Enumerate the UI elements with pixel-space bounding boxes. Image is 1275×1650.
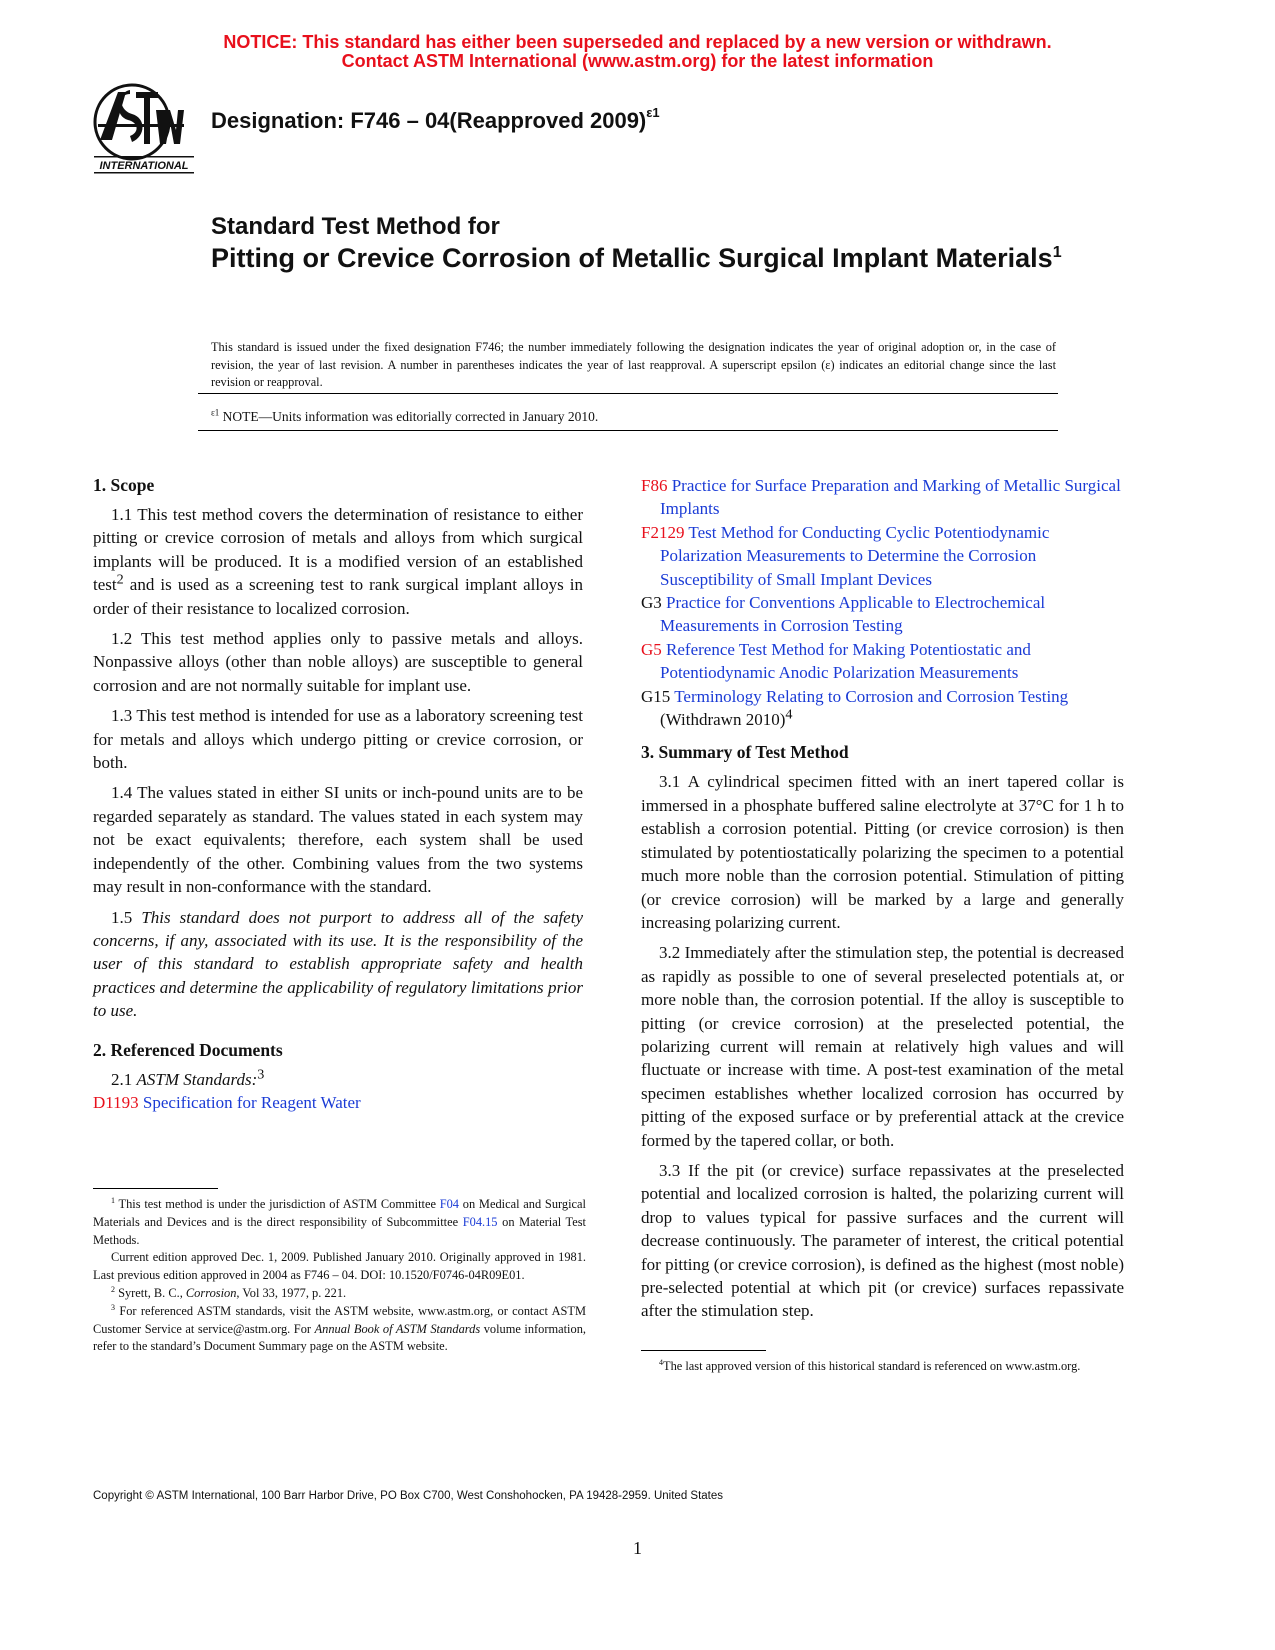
editorial-note-superscript: ε1: [211, 407, 220, 418]
footnote-2-text-a: Syrett, B. C.,: [115, 1285, 186, 1300]
footnote-1-edition: Current edition approved Dec. 1, 2009. Published January 2010. Originally approved in 1981. Last previous edition approved in 2004 as F746 – 04. DOI: 10.1520/F0746-04R09E01.: [93, 1250, 586, 1283]
paragraph-3-3: 3.3 If the pit (or crevice) surface repassivates at the preselected potential and localized corrosion is halted, the polarizing current will drop to values typical for passive surfaces and the current will decrease continuously. The parameter of interest, the critical potential for pitting (or crevice corrosion), is defined as the highest (most noble) pre-selected potential at which pit (or crevice) surfaces repassivate after the stimulation step.: [641, 1160, 1124, 1321]
reference-g15[interactable]: [641, 685, 1124, 732]
page-number: 1: [633, 1538, 642, 1558]
reference-link[interactable]: Terminology Relating to Corrosion and Corrosion Testing: [674, 686, 1069, 706]
footnote-2: [93, 1285, 586, 1303]
footnote-4-number: 4: [659, 1357, 663, 1367]
footnote-3-text-a: For referenced ASTM standards, visit the ASTM website, www.astm.org, or contact ASTM Customer Service at service@astm.org. For: [93, 1303, 586, 1336]
paragraph-1-4: 1.4 The values stated in either SI units or inch-pound units are to be regarded separately as standard. The values stated in each system may not be exact equivalents; therefore, each system shall be used independently of the other. Combining values from the two systems may result in non-conformance with the standard.: [93, 783, 583, 897]
editorial-note: [211, 409, 598, 425]
designation-text: Designation: F746 – 04(Reapproved 2009): [211, 108, 647, 133]
footnote-3: [93, 1303, 586, 1356]
paragraph-1-5-text: This standard does not purport to address all of the safety concerns, if any, associated with its use. It is the responsibility of the user of this standard to establish appropriate safety and health practices and determine the applicability of regulatory limitations prior to use.: [93, 907, 583, 1021]
footnote-ref-3[interactable]: 3: [257, 1065, 265, 1082]
section-summary-heading: 3. Summary of Test Method: [641, 742, 849, 763]
reference-code: G3: [641, 593, 662, 613]
footnote-1-text-b: on Medical and Surgical Materials and Devices and is the direct responsibility of Subcommittee: [93, 1197, 586, 1229]
reference-suffix: (Withdrawn 2010): [660, 710, 786, 730]
paragraph-1-2: 1.2 This test method applies only to passive metals and alloys. Nonpassive alloys (other than noble alloys) are susceptible to general corrosion and are not normally suitable for implant use.: [93, 629, 583, 695]
footnote-3-text-b: volume information, refer to the standard’s Document Summary page on the ASTM website.: [93, 1321, 586, 1354]
footnote-4: [641, 1358, 1124, 1376]
reference-link[interactable]: Specification for Reagent Water: [142, 1092, 361, 1112]
astm-logo-text: INTERNATIONAL: [99, 160, 189, 172]
reference-code: G15: [641, 686, 671, 706]
section-referenced-heading: 2. Referenced Documents: [93, 1039, 283, 1060]
paragraph-3-1: 3.1 A cylindrical specimen fitted with an inert tapered collar is immersed in a phosphate buffered saline electrolyte at 37°C for 1 h to establish a corrosion potential. Pitting (or crevice corrosion) is then stimulated by potentiostatically polarizing the specimen to a potential much more noble than the corrosion potential. Stimulation of pitting (or crevice corrosion) will be marked by a large and generally increasing polarizing current.: [641, 772, 1124, 932]
paragraph-1-3: 1.3 This test method is intended for use as a laboratory screening test for metals and alloys which undergo pitting or crevice corrosion, or both.: [93, 706, 583, 773]
footnote-2-number: 2: [111, 1284, 115, 1294]
reference-g3[interactable]: [641, 591, 1124, 638]
footnotes-right: [641, 1358, 1124, 1376]
footnote-3-book: Annual Book of ASTM Standards: [314, 1321, 481, 1336]
footnote-ref-2[interactable]: 2: [116, 571, 124, 588]
reference-link[interactable]: Test Method for Conducting Cyclic Potentiodynamic Polarization Measurements to Determine the Corrosion Susceptibility of Small Implant Devices: [660, 522, 1050, 589]
subcommittee-f04-15-link[interactable]: F04.15: [462, 1214, 498, 1229]
paragraph-1-1: [93, 503, 583, 620]
footnote-2-text-b: , Vol 33, 1977, p. 221.: [236, 1285, 347, 1300]
left-column: [93, 474, 583, 1114]
section-scope-heading: 1. Scope: [93, 475, 155, 495]
footnote-1: [93, 1196, 586, 1249]
notice-line-2: Contact ASTM International (www.astm.org) for the latest information: [341, 51, 934, 71]
reference-code[interactable]: F86: [641, 476, 668, 495]
paragraph-2-1-number: 2.1: [111, 1069, 137, 1089]
footnote-rule-right: [641, 1350, 766, 1351]
footnote-4-text: The last approved version of this historical standard is referenced on www.astm.org.: [663, 1359, 1081, 1373]
astm-logo: [90, 80, 200, 180]
footnote-1-number: 1: [111, 1195, 115, 1205]
reference-code[interactable]: G5: [641, 639, 662, 659]
reference-g5[interactable]: [641, 638, 1124, 685]
divider-bottom: [198, 430, 1058, 431]
reference-code[interactable]: D1193: [93, 1092, 139, 1112]
title-main-text: Pitting or Crevice Corrosion of Metallic Surgical Implant Materials: [211, 243, 1053, 273]
paragraph-1-5-number: 1.5: [111, 907, 142, 927]
paragraph-1-1-rest: and is used as a screening test to rank surgical implant alloys in order of their resistance to localized corrosion.: [93, 575, 583, 618]
footnote-1-text-a: This test method is under the jurisdiction of ASTM Committee: [115, 1197, 440, 1211]
footnote-1-text-c: on Material Test Methods.: [93, 1214, 587, 1247]
paragraph-2-1-text: ASTM Standards:: [136, 1069, 258, 1089]
reference-link[interactable]: Practice for Conventions Applicable to Electrochemical Measurements in Corrosion Testing: [660, 593, 1046, 636]
title-main: [211, 242, 1111, 275]
title-line-1: Standard Test Method for: [211, 213, 500, 240]
footnote-ref-4[interactable]: 4: [785, 706, 793, 723]
footnotes-left: [93, 1196, 586, 1356]
footnote-3-number: 3: [111, 1302, 115, 1312]
paragraph-1-5: [93, 906, 583, 1023]
reference-link[interactable]: Reference Test Method for Making Potentiostatic and Potentiodynamic Anodic Polarization Measurements: [660, 639, 1031, 683]
reference-f2129[interactable]: [641, 521, 1124, 591]
divider-top: [198, 393, 1058, 394]
editorial-note-text: NOTE—Units information was editorially corrected in January 2010.: [222, 409, 599, 424]
footnote-rule-left: [93, 1188, 218, 1189]
reference-f86[interactable]: [641, 474, 1124, 521]
paragraph-2-1: [93, 1065, 583, 1091]
committee-f04-link[interactable]: F04: [439, 1197, 460, 1211]
designation: [211, 104, 660, 134]
reference-link[interactable]: Practice for Surface Preparation and Marking of Metallic Surgical Implants: [660, 476, 1121, 519]
issue-note: This standard is issued under the fixed designation F746; the number immediately following the designation indicates the year of original adoption or, in the case of revision, the year of last revision. A number in parentheses indicates the year of last reapproval. A superscript epsilon (ε) indicates an editorial change since the last revision or reapproval.: [211, 340, 1056, 389]
notice-banner: [0, 33, 1275, 71]
paragraph-1-1-text: 1.1 This test method covers the determination of resistance to either pitting or crevice corrosion of metals and alloys from which surgical implants will be produced. It is a modified version of an established test: [93, 505, 583, 595]
title-superscript: 1: [1052, 244, 1062, 261]
document-title: [211, 212, 1111, 275]
designation-superscript: ε1: [646, 104, 660, 120]
right-column: [641, 474, 1124, 1330]
footnote-2-journal: Corrosion: [185, 1285, 237, 1300]
reference-d1193[interactable]: [93, 1091, 583, 1114]
notice-line-1: NOTICE: This standard has either been superseded and replaced by a new version or withdrawn.: [223, 32, 1052, 52]
reference-code[interactable]: F2129: [641, 522, 685, 542]
copyright-line: Copyright © ASTM International, 100 Barr Harbor Drive, PO Box C700, West Conshohocken, PA 19428-2959. United States: [93, 1490, 724, 1502]
paragraph-3-2: 3.2 Immediately after the stimulation step, the potential is decreased as rapidly as possible to one of several preselected potentials at, or more noble than, the corrosion potential. If the alloy is susceptible to pitting (or crevice corrosion) at the preselected potential, the polarizing current will remain at relatively high values and will fluctuate or increase with time. A post-test examination of the metal specimen establishes whether localized corrosion has occurred by pitting of the exposed surface or by preferential attack at the crevice formed by the tapered collar, or both.: [641, 943, 1124, 1150]
